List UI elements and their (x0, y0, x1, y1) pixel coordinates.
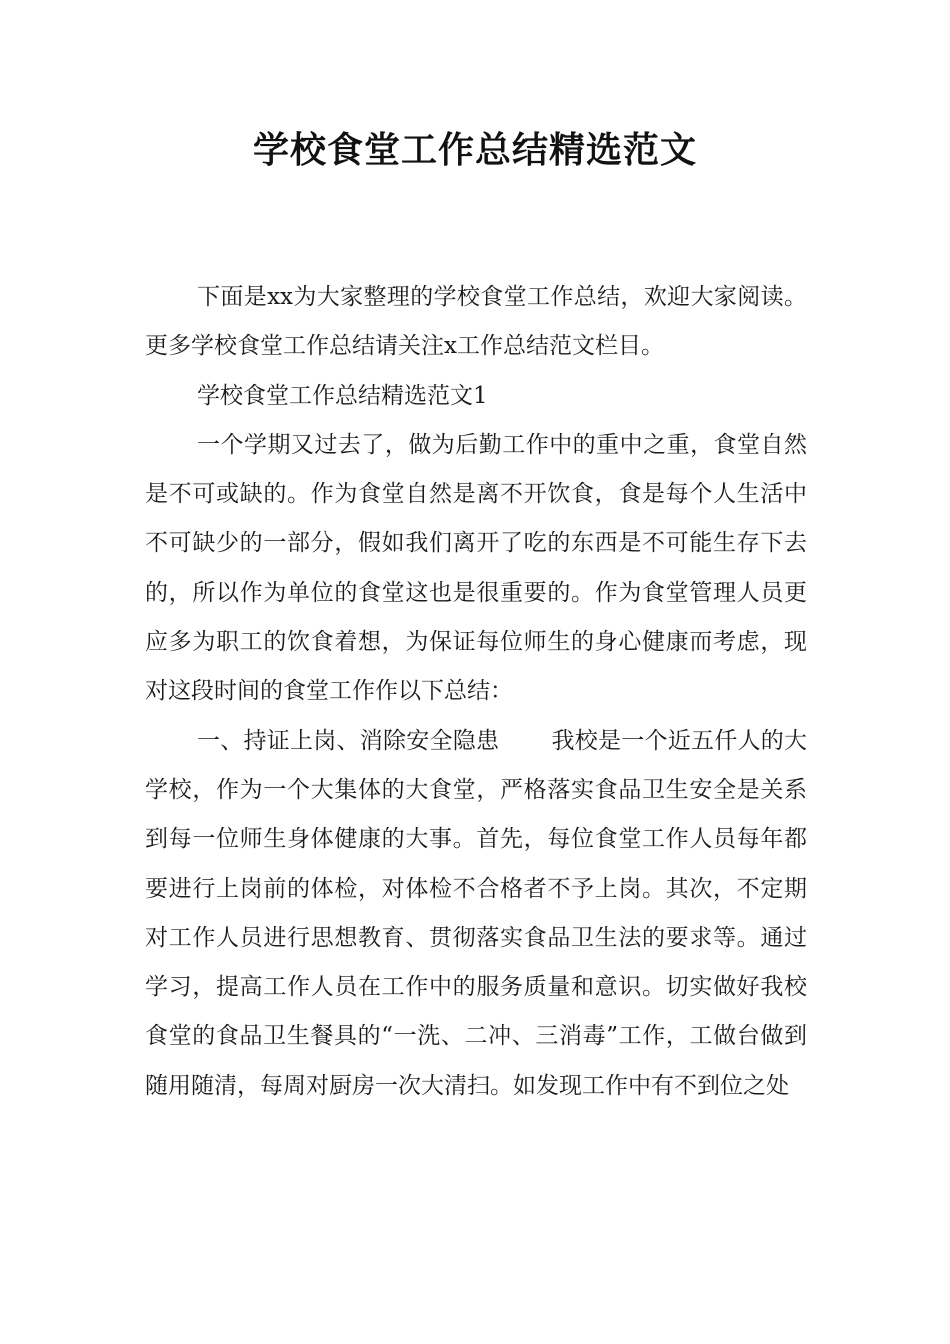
document-title: 学校食堂工作总结精选范文 (252, 130, 697, 171)
intro-paragraph: 下面是xx为大家整理的学校食堂工作总结，欢迎大家阅读。更多学校食堂工作总结请关注x工作总结范文栏目。 (145, 284, 807, 360)
body-paragraph-2 (145, 717, 807, 1111)
point-1-heading: 一、持证上岗、消除安全隐患 (197, 727, 500, 754)
document-body (145, 273, 807, 1111)
point-1-text: 我校是一个近五仟人的大学校，作为一个大集体的大食堂，严格落实食品卫生安全是关系到每一位师生身体健康的大事。首先，每位食堂工作人员每年都要进行上岗前的体检，对体检不合格者不予上岗。其次，不定期对工作人员进行思想教育、贯彻落实食品卫生法的要求等。通过学习，提高工作人员在工作中的服务质量和意识。切实做好我校食堂的食品卫生餐具的“一洗、二冲、三消毒”工作，工做台做到随用随清，每周对厨房一次大清扫。如发现工作中有不到位之处 (145, 727, 807, 1099)
section-heading: 学校食堂工作总结精选范文1 (197, 382, 488, 409)
body-paragraph-1: 一个学期又过去了，做为后勤工作中的重中之重，食堂自然是不可或缺的。作为食堂自然是离不开饮食，食是每个人生活中不可缺少的一部分，假如我们离开了吃的东西是不可能生存下去的，所以作为单位的食堂这也是很重要的。作为食堂管理人员更应多为职工的饮食着想，为保证每位师生的身心健康而考虑，现对这段时间的食堂工作作以下总结： (145, 431, 807, 705)
